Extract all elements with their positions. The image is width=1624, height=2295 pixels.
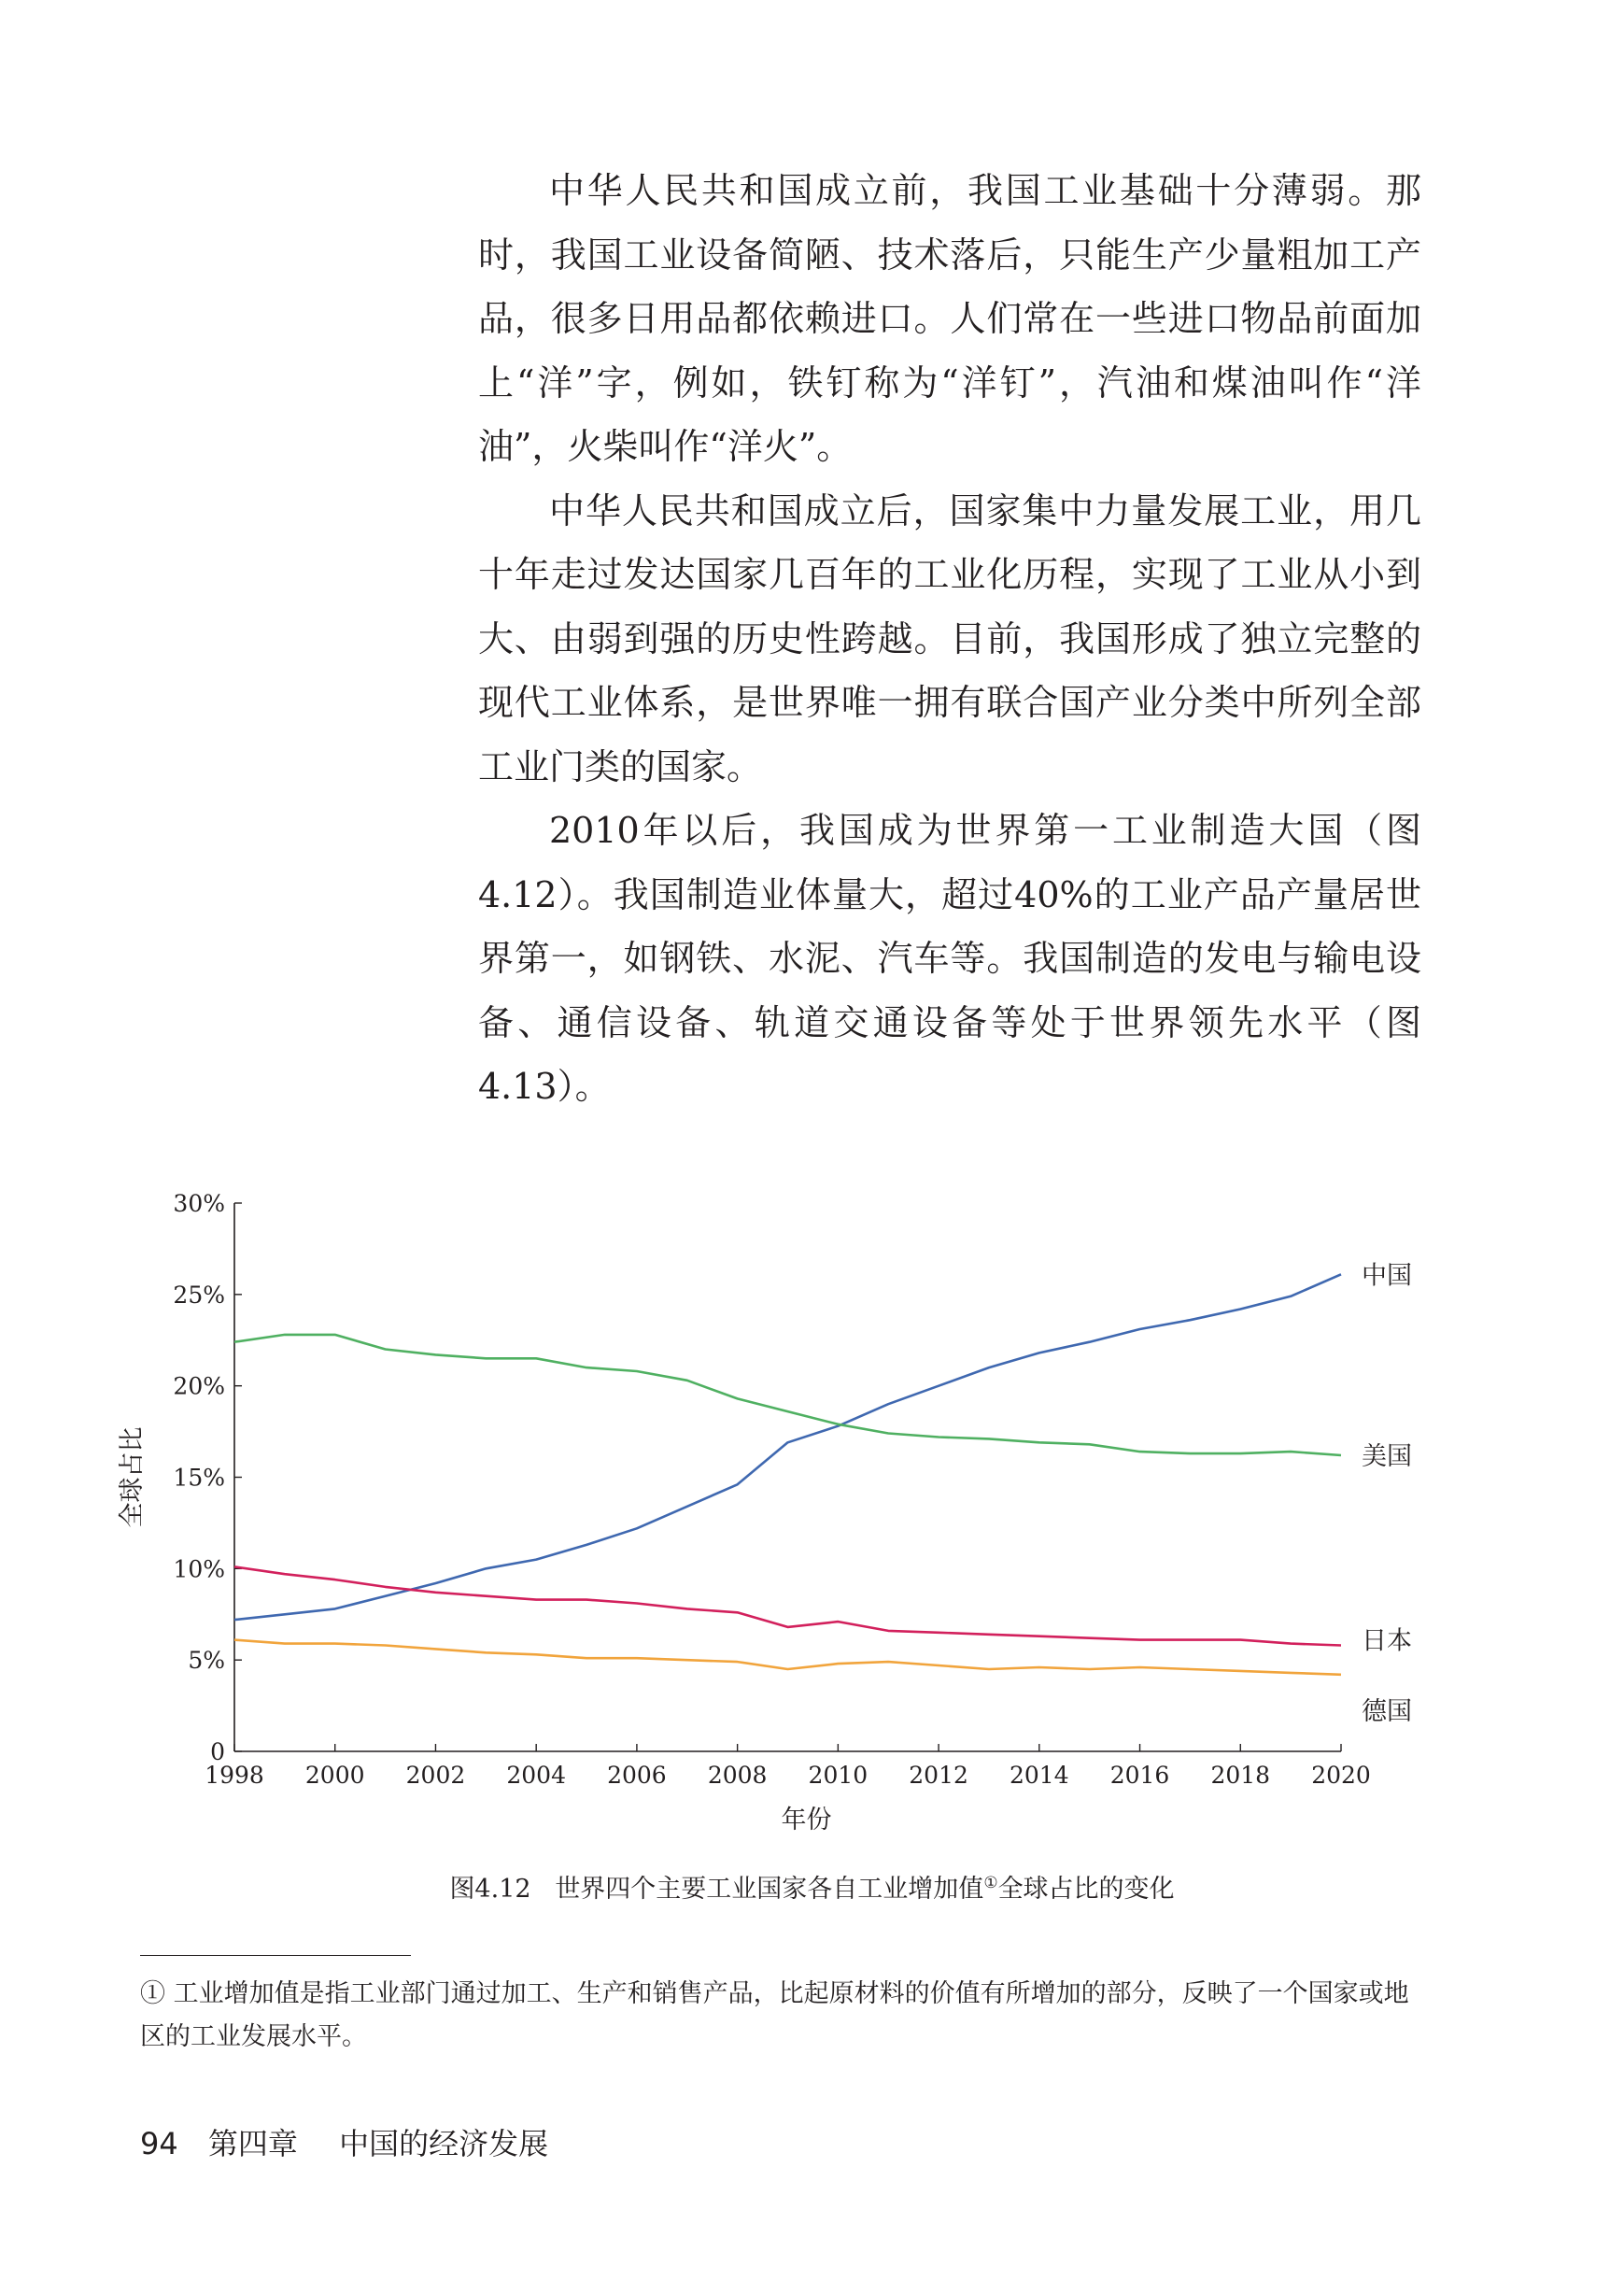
footnote	[140, 1973, 1429, 2059]
y-tick-label: 0	[210, 1738, 225, 1765]
x-axis-label: 年份	[781, 1806, 832, 1835]
series-line-0	[234, 1274, 1341, 1620]
y-tick-label: 30%	[173, 1190, 225, 1217]
series-line-1	[234, 1335, 1341, 1455]
y-tick-label: 10%	[173, 1555, 225, 1583]
x-tick-label: 2012	[909, 1762, 968, 1789]
page-footer	[140, 2120, 548, 2163]
x-tick-label: 2008	[707, 1762, 768, 1789]
figure-4-12	[0, 1158, 1624, 1868]
series-label: 美国	[1362, 1442, 1412, 1472]
series-label: 日本	[1362, 1626, 1412, 1656]
x-tick-label: 2016	[1109, 1762, 1170, 1789]
series-line-2	[234, 1566, 1341, 1645]
figure-caption	[0, 1868, 1624, 1905]
page-number: 94	[140, 2126, 178, 2161]
footnote-divider	[140, 1955, 411, 1956]
y-tick-label: 25%	[173, 1281, 225, 1309]
series-label: 中国	[1362, 1261, 1412, 1291]
x-tick-label: 2018	[1210, 1762, 1271, 1789]
figure-number: 图4.12	[449, 1875, 531, 1904]
y-tick-label: 15%	[173, 1464, 225, 1492]
series-label: 德国	[1362, 1696, 1412, 1726]
paragraph: 2010年以后，我国成为世界第一工业制造大国（图4.12）。我国制造业体量大，超过40%的工业产品产量居世界第一，如钢铁、水泥、汽车等。我国制造的发电与输电设备、通信设备、轨道交通设备等处于世界领先水平（图4.13）。	[478, 810, 1421, 1107]
footnote-text: 工业增加值是指工业部门通过加工、生产和销售产品，比起原材料的价值有所增加的部分，反映了一个国家或地区的工业发展水平。	[140, 1979, 1409, 2051]
y-tick-label: 20%	[173, 1372, 225, 1400]
x-tick-label: 2006	[607, 1762, 667, 1789]
chapter-title: 中国的经济发展	[339, 2126, 549, 2161]
line-chart	[0, 1158, 1624, 1868]
chapter-label: 第四章	[207, 2126, 298, 2161]
x-tick-label: 2000	[304, 1762, 365, 1789]
paragraph: 中华人民共和国成立前，我国工业基础十分薄弱。那时，我国工业设备简陋、技术落后，只能生产少量粗加工产品，很多日用品都依赖进口。人们常在一些进口物品前面加上“洋”字，例如，铁钉称为“洋钉”，汽油和煤油叫作“洋油”，火柴叫作“洋火”。	[478, 170, 1421, 467]
footnote-reference[interactable]: ①	[983, 1874, 998, 1892]
x-tick-label: 2014	[1010, 1762, 1069, 1789]
x-tick-label: 2004	[506, 1762, 566, 1789]
figure-title: 世界四个主要工业国家各自工业增加值	[555, 1875, 984, 1904]
x-tick-label: 2020	[1311, 1762, 1371, 1789]
series-line-3	[234, 1640, 1341, 1675]
footnote-mark: ①	[140, 1979, 165, 2008]
paragraph: 中华人民共和国成立后，国家集中力量发展工业，用几十年走过发达国家几百年的工业化历程，实现了工业从小到大、由弱到强的历史性跨越。目前，我国形成了独立完整的现代工业体系，是世界唯一拥有联合国产业分类中所列全部工业门类的国家。	[478, 489, 1421, 787]
y-axis-label: 全球占比	[118, 1426, 147, 1528]
y-tick-label: 5%	[188, 1647, 225, 1675]
figure-title-suffix: 全球占比的变化	[997, 1875, 1175, 1904]
x-tick-label: 2002	[405, 1762, 466, 1789]
body-text	[478, 159, 1421, 1119]
x-tick-label: 1998	[205, 1762, 264, 1789]
x-tick-label: 2010	[808, 1762, 868, 1789]
